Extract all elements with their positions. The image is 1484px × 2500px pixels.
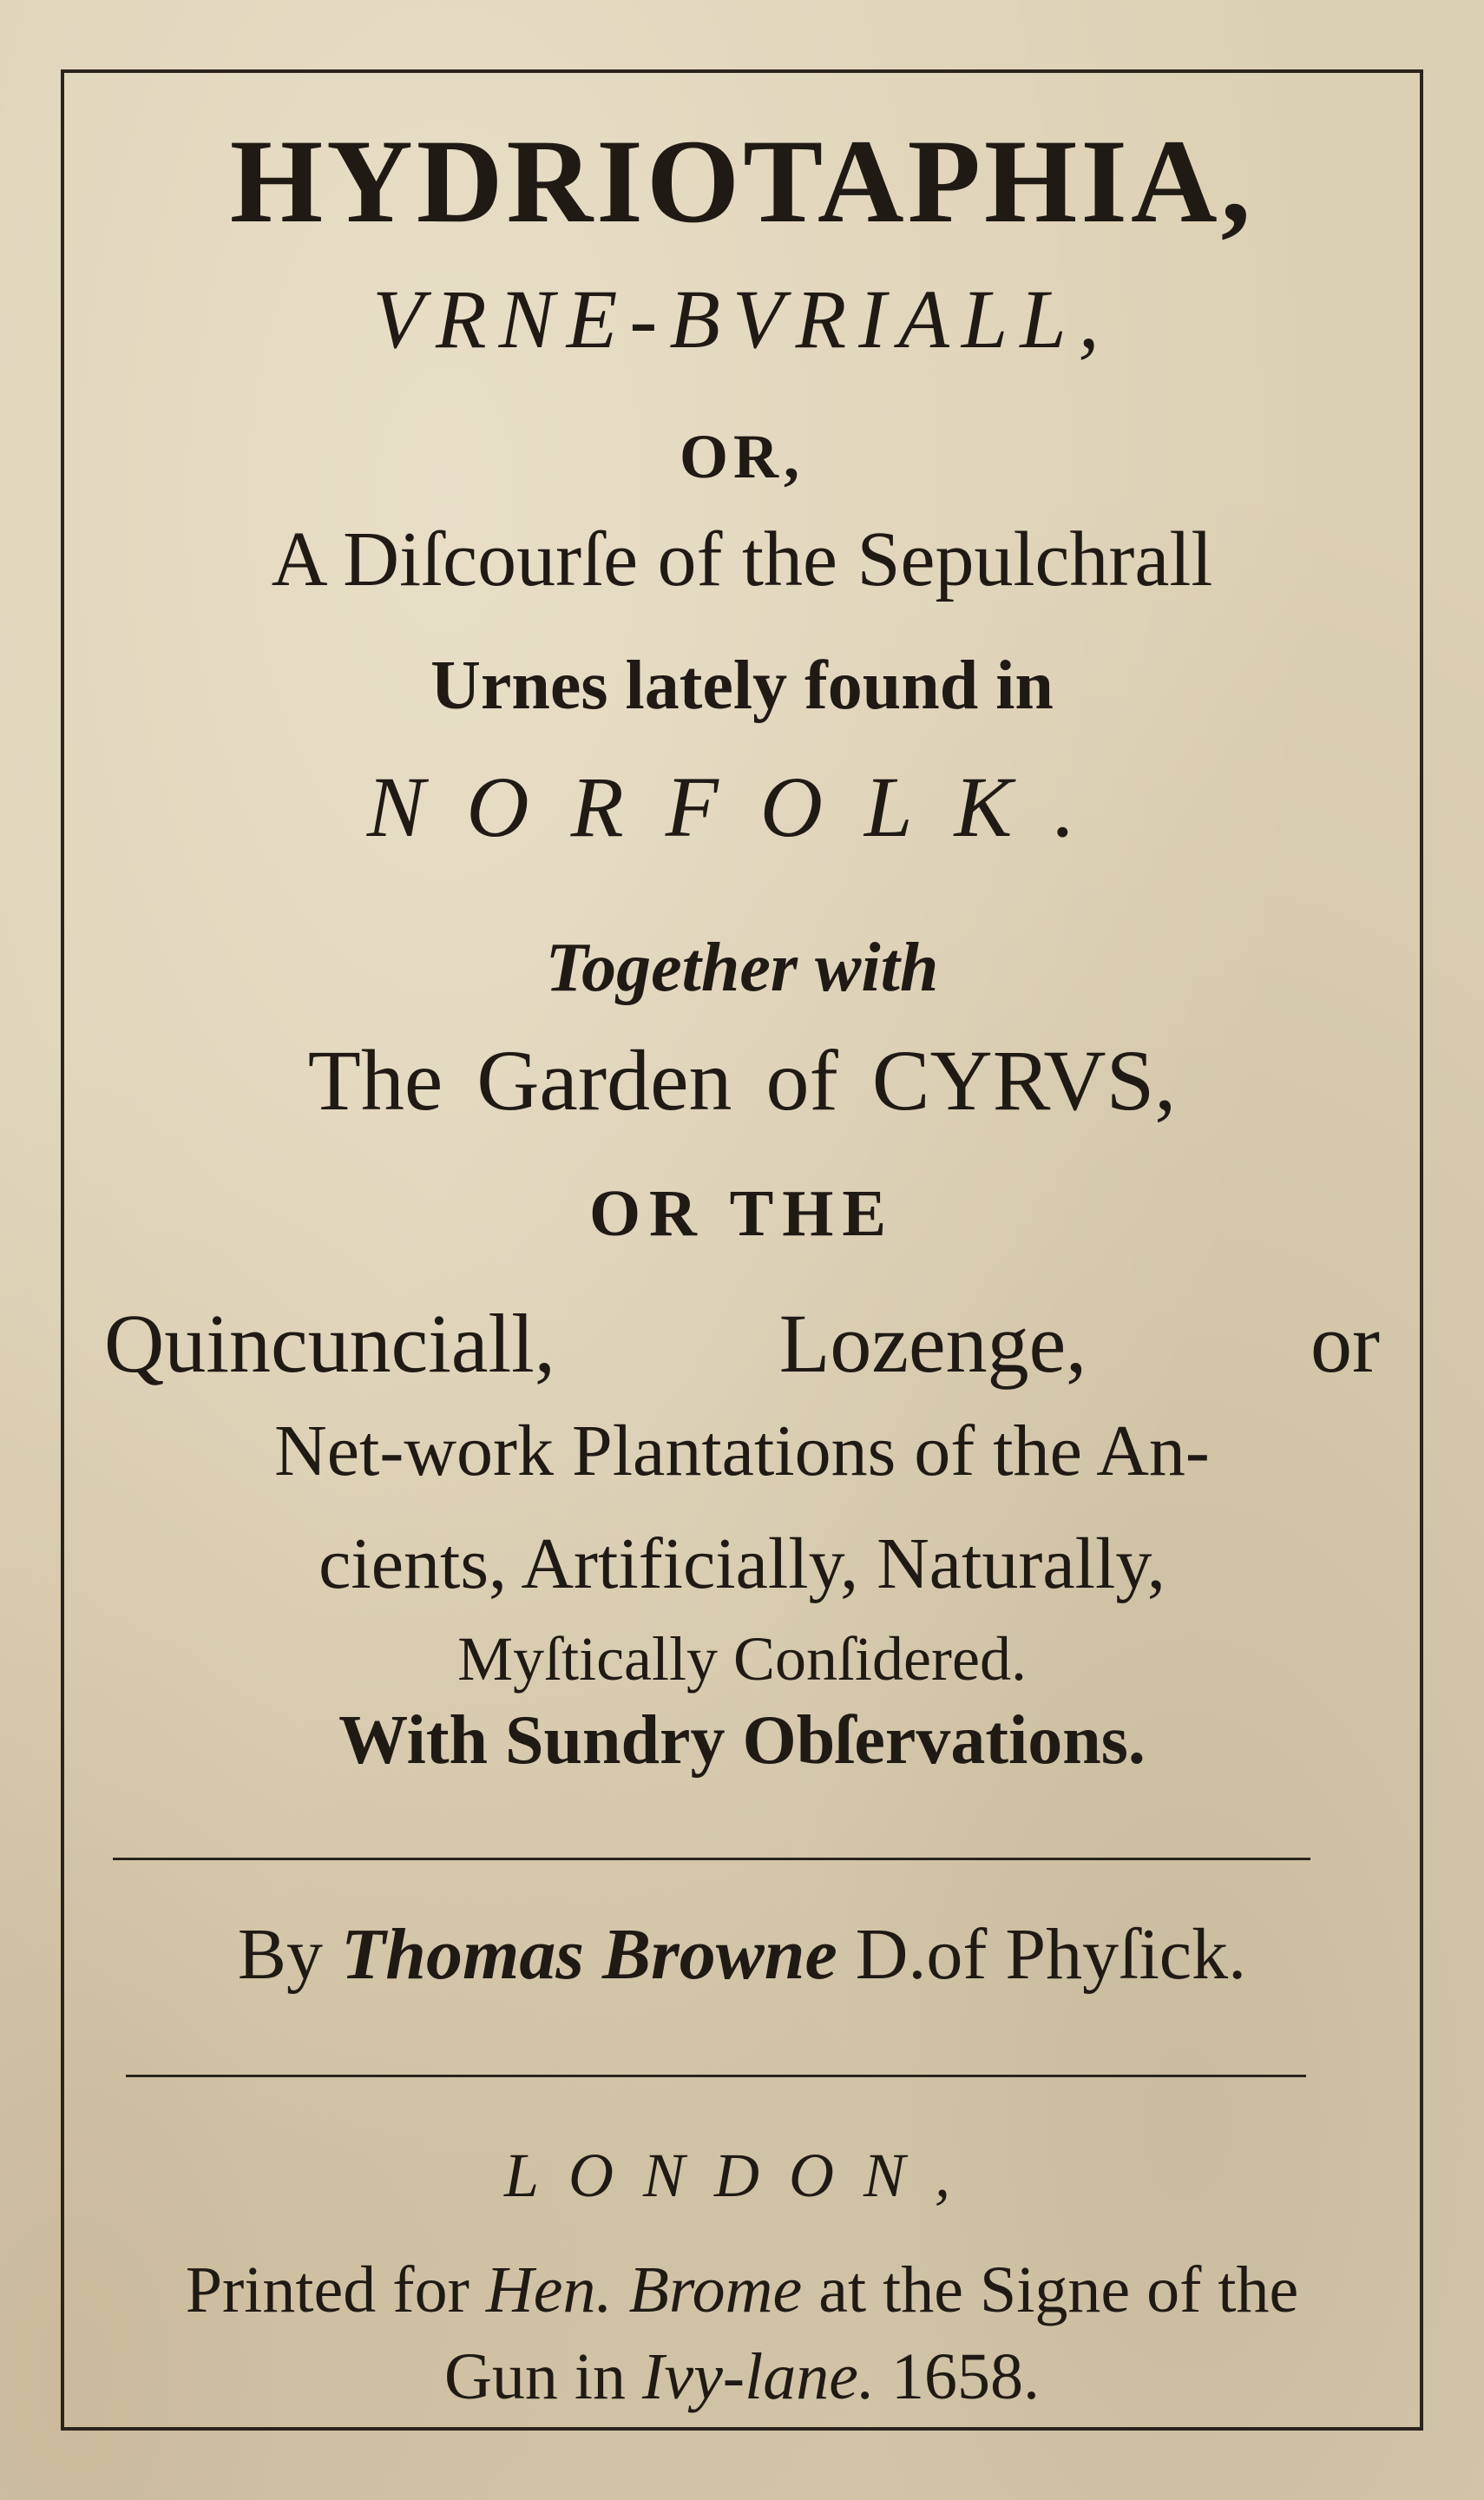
gun-in: Gun in — [444, 2340, 627, 2413]
imprint-gun-line — [0, 2340, 1484, 2413]
book-subtitle: VRNE-BVRIALL, — [372, 273, 1112, 365]
mystically-line: Myſtically Conſidered. — [457, 1624, 1027, 1694]
printer-name: Hen. Brome — [485, 2253, 803, 2326]
divider-rule-top — [113, 1858, 1310, 1860]
author-degree: D.of Phyſick. — [855, 1914, 1247, 1995]
by-word: By — [237, 1914, 323, 1995]
lozenge-word: Lozenge, — [778, 1297, 1087, 1390]
quincunciall-word: Quincunciall, — [104, 1297, 555, 1390]
book-title: HYDRIOTAPHIA, — [229, 115, 1255, 247]
norfolk-line: NORFOLK. — [366, 759, 1118, 855]
urnes-line: Urnes lately found in — [430, 648, 1054, 724]
author-line — [0, 1914, 1484, 1995]
printed-for: Printed for — [185, 2253, 469, 2326]
at-signe: at the Signe of the — [818, 2253, 1299, 2326]
quincunciall-line — [104, 1297, 1380, 1390]
garden-of-cyrus-line: The Garden of CYRVS, — [307, 1032, 1177, 1128]
network-line: Net-work Plantations of the An- — [274, 1411, 1210, 1491]
discourse-line: A Diſcourſe of the Sepulchrall — [271, 516, 1213, 602]
author-name: Thomas Browne — [340, 1914, 837, 1995]
or-connector: OR, — [680, 422, 804, 491]
or-the-line: OR THE — [588, 1177, 896, 1250]
imprint-city: LONDON, — [503, 2141, 981, 2210]
together-with-line: Together with — [545, 930, 939, 1006]
imprint-place: Ivy-lane. — [642, 2340, 875, 2413]
divider-rule-bottom — [126, 2075, 1306, 2077]
sundry-observations-line: With Sundry Obſervations. — [338, 1702, 1146, 1779]
cients-line: cients, Artificially, Naturally, — [318, 1523, 1166, 1604]
imprint-year: 1658. — [890, 2340, 1040, 2413]
or-word: or — [1310, 1297, 1380, 1390]
imprint-printed-line — [0, 2253, 1484, 2326]
